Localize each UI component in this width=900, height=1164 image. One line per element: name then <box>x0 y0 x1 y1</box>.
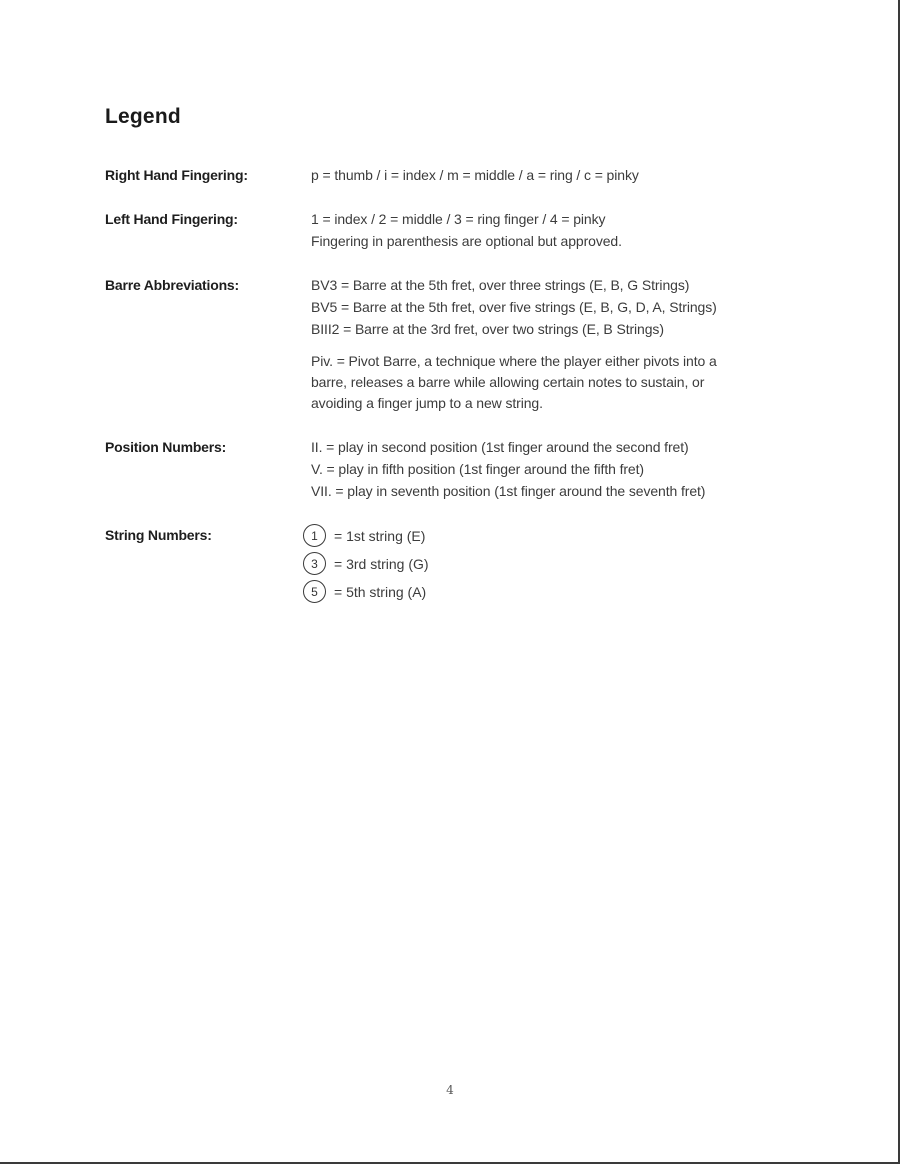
string-number-row <box>303 580 426 603</box>
string-number-row <box>303 524 425 547</box>
pivot-line: barre, releases a barre while allowing certain notes to sustain, or <box>311 374 705 390</box>
barre-line: BIII2 = Barre at the 3rd fret, over two strings (E, B Strings) <box>311 321 664 337</box>
string-number-text: = 1st string (E) <box>334 527 426 544</box>
circled-string-number: 3 <box>303 552 326 575</box>
position-line: V. = play in fifth position (1st finger around the fifth fret) <box>311 461 644 477</box>
left-hand-line: Fingering in parenthesis are optional but approved. <box>311 233 622 249</box>
barre-line: BV5 = Barre at the 5th fret, over five strings (E, B, G, D, A, Strings) <box>311 299 717 315</box>
position-label: Position Numbers: <box>105 439 227 455</box>
string-number-text: = 3rd string (G) <box>334 555 429 572</box>
pivot-line: Piv. = Pivot Barre, a technique where the player either pivots into a <box>311 353 717 369</box>
circled-string-number: 1 <box>303 524 326 547</box>
right-hand-label: Right Hand Fingering: <box>105 167 248 183</box>
string-number-row <box>303 552 429 575</box>
barre-label: Barre Abbreviations: <box>105 277 239 293</box>
pivot-line: avoiding a finger jump to a new string. <box>311 395 543 411</box>
page-number: 4 <box>446 1083 454 1097</box>
right-hand-line: p = thumb / i = index / m = middle / a = ring / c = pinky <box>311 167 639 183</box>
barre-line: BV3 = Barre at the 5th fret, over three strings (E, B, G Strings) <box>311 277 690 293</box>
page-title: Legend <box>105 105 181 128</box>
left-hand-line: 1 = index / 2 = middle / 3 = ring finger / 4 = pinky <box>311 211 606 227</box>
left-hand-label: Left Hand Fingering: <box>105 211 238 227</box>
position-line: VII. = play in seventh position (1st finger around the seventh fret) <box>311 483 706 499</box>
string-number-text: = 5th string (A) <box>334 583 427 600</box>
string-numbers-label: String Numbers: <box>105 527 212 543</box>
position-line: II. = play in second position (1st finger around the second fret) <box>311 439 689 455</box>
circled-string-number: 5 <box>303 580 326 603</box>
